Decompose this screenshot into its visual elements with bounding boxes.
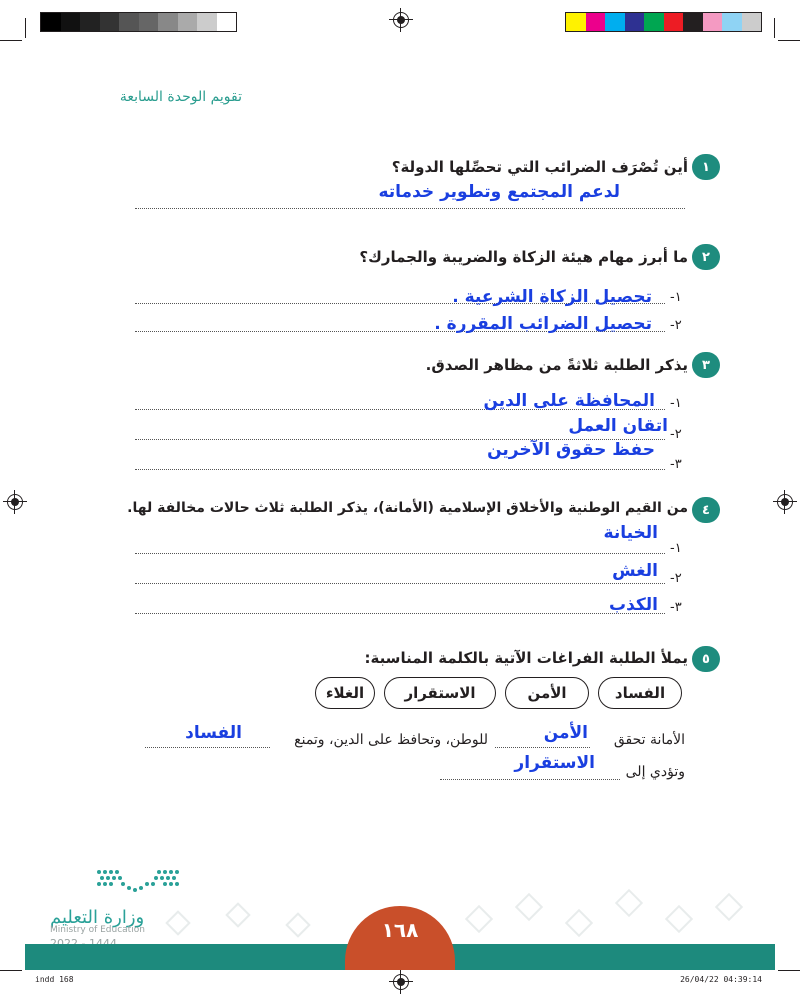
fill-amn: الأمن bbox=[543, 723, 588, 743]
sentence-1-part-2: للوطن، وتحافظ على الدين، وتمنع bbox=[294, 732, 488, 748]
blank-line bbox=[145, 746, 270, 748]
crop-mark bbox=[0, 40, 22, 41]
question-number-5: ٥ bbox=[692, 646, 720, 672]
cmyk-color-bar bbox=[565, 12, 762, 32]
line-label: ٣- bbox=[670, 457, 682, 472]
word-bank-amn: الأمن bbox=[505, 677, 589, 709]
sentence-2-part-1: وتؤدي إلى bbox=[625, 764, 685, 780]
answer-4-1: الخيانة bbox=[603, 523, 658, 543]
answer-3-3: حفظ حقوق الآخرين bbox=[487, 440, 655, 460]
word-bank-ghala: الغلاء bbox=[315, 677, 375, 709]
question-4-text: من القيم الوطنية والأخلاق الإسلامية (الأمانة)، يذكر الطلبة ثلاث حالات مخالفة لها. bbox=[127, 500, 688, 516]
answer-3-1: المحافظة على الدين bbox=[483, 391, 655, 411]
unit-title: تقويم الوحدة السابعة bbox=[119, 89, 242, 105]
question-5-text: يملأ الطلبة الفراغات الآتية بالكلمة المناسبة: bbox=[364, 649, 688, 667]
blank-line bbox=[495, 746, 590, 748]
line-label: ٢- bbox=[670, 571, 682, 586]
question-number-4: ٤ bbox=[692, 497, 720, 523]
answer-line bbox=[135, 582, 665, 584]
crop-mark bbox=[778, 970, 800, 971]
line-label: ٢- bbox=[670, 427, 682, 442]
question-number-1: ١ bbox=[692, 154, 720, 180]
question-number-3: ٣ bbox=[692, 352, 720, 378]
line-label: ١- bbox=[670, 290, 682, 305]
registration-mark-bottom bbox=[393, 974, 409, 990]
answer-4-2: الغش bbox=[612, 561, 658, 581]
page-number: ١٦٨ bbox=[381, 918, 419, 942]
answer-line bbox=[135, 207, 685, 209]
file-slug: indd 168 bbox=[35, 975, 74, 984]
word-bank-istiqrar: الاستقرار bbox=[384, 677, 496, 709]
blank-line bbox=[440, 778, 620, 780]
word-bank-fasad: الفساد bbox=[598, 677, 682, 709]
crop-mark bbox=[778, 40, 800, 41]
answer-3-2: اتقان العمل bbox=[568, 416, 668, 436]
line-label: ٢- bbox=[670, 318, 682, 333]
answer-line bbox=[135, 612, 665, 614]
question-3-text: يذكر الطلبة ثلاثةً من مظاهر الصدق. bbox=[425, 356, 688, 374]
ministry-logo-icon bbox=[95, 866, 187, 898]
ministry-name-en: Ministry of Education bbox=[50, 925, 145, 935]
decorative-pattern bbox=[150, 895, 340, 945]
line-label: ١- bbox=[670, 541, 682, 556]
registration-mark-right bbox=[777, 494, 793, 510]
crop-mark bbox=[0, 970, 22, 971]
answer-2-2: تحصيل الضرائب المقررة . bbox=[434, 314, 652, 334]
sentence-1-part-1: الأمانة تحقق bbox=[613, 732, 685, 748]
answer-1: لدعم المجتمع وتطوير خدماته bbox=[378, 182, 620, 202]
answer-4-3: الكذب bbox=[609, 595, 658, 615]
crop-mark bbox=[774, 18, 775, 38]
answer-2-1: تحصيل الزكاة الشرعية . bbox=[452, 287, 652, 307]
line-label: ٣- bbox=[670, 600, 682, 615]
fill-fasad: الفساد bbox=[185, 723, 242, 743]
crop-mark bbox=[25, 18, 26, 38]
ministry-name-ar: وزارة التعليم bbox=[50, 907, 145, 928]
grayscale-color-bar bbox=[40, 12, 237, 32]
answer-line bbox=[135, 468, 665, 470]
registration-mark-top bbox=[393, 12, 409, 28]
answer-line bbox=[135, 552, 665, 554]
fill-istiqrar: الاستقرار bbox=[514, 753, 595, 773]
question-number-2: ٢ bbox=[692, 244, 720, 270]
question-2-text: ما أبرز مهام هيئة الزكاة والضريبة والجمارك؟ bbox=[359, 248, 688, 266]
question-1-text: أين تُصْرَف الضرائب التي تحصِّلها الدولة؟ bbox=[391, 158, 688, 176]
decorative-pattern bbox=[450, 880, 775, 944]
print-timestamp: 26/04/22 04:39:14 bbox=[680, 975, 762, 984]
line-label: ١- bbox=[670, 396, 682, 411]
registration-mark-left bbox=[7, 494, 23, 510]
